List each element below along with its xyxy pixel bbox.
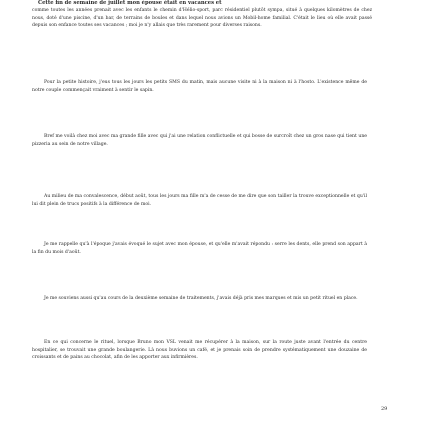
running-text-line: Cette fin de semaine de juillet mon épouse était en vacances et [38,0,222,6]
page-number: 29 [381,406,388,412]
paragraph-3: Bref me voilà chez moi avec ma grande fille avec qui j'ai une relation conflictuelle et qui bosse de surcroît chez un gros nase qui tient une pizzeria au sein de notre village. [32,134,367,147]
paragraph-4: Au milieu de ma convalescence, début août, tous les jours ma fille m'a de cesse de me dire que son tailler la trouve exceptionnelle et qu'il lui dit plein de trucs positifs à la différence de moi. [32,194,367,207]
paragraph-2: Pour la petite histoire, j'eus tous les jours les petits SMS du matin, mais aucune visite ni à la maison ni à l'hosto. L'existence même de notre couple commençait vraiment à sentir le sapin. [32,80,367,93]
paragraph-6: Je me souviens aussi qu'au cours de la deuxième semaine de traitements, j'avais déjà pris mes marques et mis un petit rituel en place. [44,296,358,301]
paragraph-1: comme toutes les années prenait avec les enfants le chemin d'Hélio-sport, parc résidentiel plutôt sympa, situé à quelques kilomètres de chez nous, doté d'une piscine, d'un bar, de terrains de boules et dans lequel nous avions un Mobil-home familial. C'était le lieu où elle avait passé depuis son enfance toutes ses vacances ; moi je n'y allais que très rarement pour diverses raisons. [32,8,372,29]
paragraph-5: Je me rappelle qu'à l'époque j'avais évoqué le sujet avec mon épouse, et qu'elle m'avait répondu : serre les dents, elle prend son appart à la fin du mois d'août. [32,242,367,255]
paragraph-7: En ce qui concerne le rituel, lorsque Bruno mon VSL venait me récupérer à la maison, sur la route juste avant l'entrée du centre hospitalier, se trouvait une grande boulangerie. Là nous buvions un café, et je prenais soin de prendre systématiquement une douzaine de croissants et de pains au chocolat, afin de les apporter aux infirmières. [32,340,367,361]
